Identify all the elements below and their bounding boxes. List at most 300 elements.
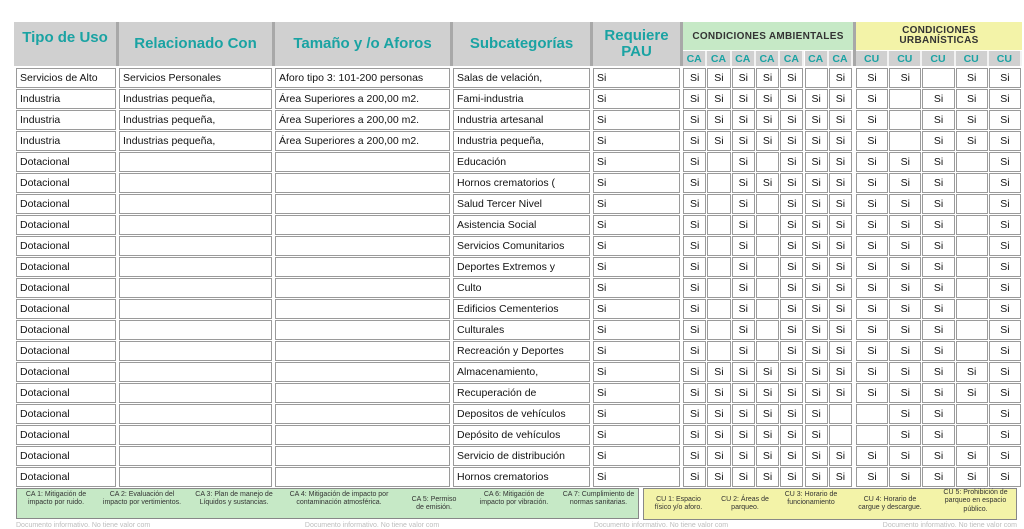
subheader-ca-7: CA xyxy=(829,51,853,66)
cell-ca-4 xyxy=(756,341,779,361)
cell-ca-5: Si xyxy=(780,362,803,382)
cell-cu-2: Si xyxy=(889,152,921,172)
cell-ca-7: Si xyxy=(829,278,852,298)
cell-cu-3: Si xyxy=(922,446,954,466)
legend-ca-line: CA 3: Plan de manejo de xyxy=(195,491,273,498)
legend-cu-line: funcionamiento xyxy=(787,499,835,507)
subheader-ca-1: CA xyxy=(683,51,707,66)
cell-ca-2: Si xyxy=(707,68,730,88)
cell-cu-2: Si xyxy=(889,194,921,214)
cell-cu-2: Si xyxy=(889,173,921,193)
watermark: Documento informativo. No tiene valor com xyxy=(882,521,1017,529)
cell-pau: Si xyxy=(593,152,680,172)
cell-subcategoria: Depósito de vehículos xyxy=(453,425,590,445)
cell-ca-5: Si xyxy=(780,236,803,256)
legend-cu-2 xyxy=(714,496,776,513)
legend-cu-line: CU 1: Espacio xyxy=(656,496,701,503)
cell-subcategoria: Depositos de vehículos xyxy=(453,404,590,424)
cell-ca-7: Si xyxy=(829,341,852,361)
cell-tamano xyxy=(275,236,450,256)
cell-ca-6: Si xyxy=(805,362,828,382)
cell-tipo: Dotacional xyxy=(16,467,116,487)
cell-ca-5: Si xyxy=(780,173,803,193)
legend-ca-4 xyxy=(280,491,398,508)
cell-tamano xyxy=(275,299,450,319)
cell-cu-3: Si xyxy=(922,362,954,382)
cell-ca-5: Si xyxy=(780,110,803,130)
cell-ca-4 xyxy=(756,299,779,319)
cell-pau: Si xyxy=(593,131,680,151)
cell-pau: Si xyxy=(593,341,680,361)
cell-ca-4: Si xyxy=(756,68,779,88)
cell-cu-4: Si xyxy=(956,131,988,151)
cell-cu-4: Si xyxy=(956,362,988,382)
cell-ca-4: Si xyxy=(756,131,779,151)
cell-subcategoria: Salas de velación, xyxy=(453,68,590,88)
cell-cu-3: Si xyxy=(922,383,954,403)
cell-ca-7: Si xyxy=(829,446,852,466)
cell-ca-4: Si xyxy=(756,383,779,403)
cell-cu-4 xyxy=(956,425,988,445)
cell-relacionado xyxy=(119,152,272,172)
cell-cu-1: Si xyxy=(856,299,888,319)
cell-ca-1: Si xyxy=(683,215,706,235)
cell-ca-6: Si xyxy=(805,236,828,256)
cell-ca-7: Si xyxy=(829,236,852,256)
legend-ca-3 xyxy=(190,491,278,508)
header-relacionado-con: Relacionado Con xyxy=(119,22,272,66)
cell-tipo: Dotacional xyxy=(16,320,116,340)
cell-subcategoria: Culto xyxy=(453,278,590,298)
cell-ca-4 xyxy=(756,236,779,256)
cell-tamano xyxy=(275,152,450,172)
watermark: Documento informativo. No tiene valor com xyxy=(304,521,440,529)
cell-cu-5: Si xyxy=(989,215,1021,235)
cell-cu-3: Si xyxy=(922,320,954,340)
cell-ca-1: Si xyxy=(683,173,706,193)
cell-ca-1: Si xyxy=(683,320,706,340)
watermark: Documento informativo. No tiene valor com xyxy=(16,521,151,529)
cell-ca-5: Si xyxy=(780,215,803,235)
subheader-ca-4: CA xyxy=(756,51,780,66)
cell-ca-5: Si xyxy=(780,446,803,466)
legend-ca-line: impacto por vibración. xyxy=(479,499,549,507)
cell-relacionado: Servicios Personales xyxy=(119,68,272,88)
legend-cu-line: público. xyxy=(963,505,988,513)
cell-ca-4: Si xyxy=(756,362,779,382)
cell-ca-5: Si xyxy=(780,299,803,319)
cell-cu-5: Si xyxy=(989,362,1021,382)
cell-tipo: Dotacional xyxy=(16,173,116,193)
header-condiciones-urbanisticas xyxy=(856,22,1022,50)
cell-ca-4: Si xyxy=(756,173,779,193)
cell-ca-6: Si xyxy=(805,383,828,403)
cell-ca-3: Si xyxy=(732,278,755,298)
cell-cu-4 xyxy=(956,341,988,361)
cell-cu-4 xyxy=(956,215,988,235)
cell-relacionado xyxy=(119,257,272,277)
cell-ca-6: Si xyxy=(805,89,828,109)
legend-ca-line: CA 7: Cumplimiento de xyxy=(562,491,635,498)
cell-tipo: Industria xyxy=(16,89,116,109)
cell-ca-2 xyxy=(707,215,730,235)
cell-pau: Si xyxy=(593,299,680,319)
legend-cu-line: CU 2: Áreas de xyxy=(721,496,769,503)
cell-cu-2 xyxy=(889,131,921,151)
cell-ca-1: Si xyxy=(683,68,706,88)
cell-pau: Si xyxy=(593,89,680,109)
cell-cu-3: Si xyxy=(922,299,954,319)
cell-subcategoria: Almacenamiento, xyxy=(453,362,590,382)
cell-cu-3: Si xyxy=(922,236,954,256)
cell-cu-3: Si xyxy=(922,404,954,424)
cell-relacionado xyxy=(119,194,272,214)
cell-cu-4 xyxy=(956,278,988,298)
cell-cu-2: Si xyxy=(889,404,921,424)
cell-ca-2: Si xyxy=(707,131,730,151)
cell-ca-2: Si xyxy=(707,446,730,466)
cell-ca-5: Si xyxy=(780,194,803,214)
cell-cu-1: Si xyxy=(856,257,888,277)
cell-tamano xyxy=(275,446,450,466)
subheader-cu-1: CU xyxy=(856,51,889,66)
cell-relacionado: Industrias pequeña, xyxy=(119,131,272,151)
watermark: Documento informativo. No tiene valor com xyxy=(593,521,729,529)
cell-cu-1 xyxy=(856,425,888,445)
cell-cu-2: Si xyxy=(889,215,921,235)
legend-cu-line: físico y/o aforo. xyxy=(654,504,703,512)
cell-ca-7 xyxy=(829,404,852,424)
cell-ca-4 xyxy=(756,257,779,277)
cell-ca-6: Si xyxy=(805,173,828,193)
cell-ca-4: Si xyxy=(756,425,779,445)
cell-ca-1: Si xyxy=(683,467,706,487)
cell-cu-1: Si xyxy=(856,110,888,130)
cell-ca-4: Si xyxy=(756,110,779,130)
cell-ca-2 xyxy=(707,257,730,277)
cell-cu-1: Si xyxy=(856,446,888,466)
cell-cu-1: Si xyxy=(856,173,888,193)
cell-tamano: Área Superiores a 200,00 m2. xyxy=(275,131,450,151)
cell-ca-3: Si xyxy=(732,194,755,214)
cell-cu-5: Si xyxy=(989,257,1021,277)
header-requiere-pau-line2: PAU xyxy=(621,43,652,60)
cell-cu-2: Si xyxy=(889,425,921,445)
cell-ca-5: Si xyxy=(780,341,803,361)
cell-tipo: Dotacional xyxy=(16,278,116,298)
cell-ca-7: Si xyxy=(829,362,852,382)
cell-pau: Si xyxy=(593,320,680,340)
cell-subcategoria: Servicio de distribución xyxy=(453,446,590,466)
legend-cu-4 xyxy=(846,496,934,513)
cell-ca-3: Si xyxy=(732,68,755,88)
cell-cu-5: Si xyxy=(989,152,1021,172)
cell-ca-4: Si xyxy=(756,446,779,466)
cell-tipo: Dotacional xyxy=(16,383,116,403)
cell-subcategoria: Edificios Cementerios xyxy=(453,299,590,319)
cell-ca-1: Si xyxy=(683,152,706,172)
cell-relacionado xyxy=(119,362,272,382)
cell-tipo: Dotacional xyxy=(16,194,116,214)
header-cu-line1: CONDICIONES xyxy=(902,24,976,36)
header-requiere-pau-line1: Requiere xyxy=(604,27,669,45)
cell-ca-1: Si xyxy=(683,446,706,466)
cell-tamano xyxy=(275,173,450,193)
cell-cu-5: Si xyxy=(989,131,1021,151)
cell-ca-5: Si xyxy=(780,278,803,298)
header-tipo-de-uso: Tipo de Uso xyxy=(14,22,116,66)
cell-ca-5: Si xyxy=(780,383,803,403)
cell-ca-2: Si xyxy=(707,467,730,487)
cell-relacionado xyxy=(119,278,272,298)
cell-ca-7: Si xyxy=(829,152,852,172)
cell-relacionado: Industrias pequeña, xyxy=(119,89,272,109)
cell-tipo: Dotacional xyxy=(16,341,116,361)
cell-ca-6: Si xyxy=(805,341,828,361)
cell-cu-3: Si xyxy=(922,278,954,298)
cell-ca-3: Si xyxy=(732,299,755,319)
cell-ca-7: Si xyxy=(829,467,852,487)
cell-ca-2: Si xyxy=(707,362,730,382)
cell-ca-2: Si xyxy=(707,89,730,109)
cell-cu-1 xyxy=(856,404,888,424)
legend-cu-5 xyxy=(936,489,1015,514)
cell-pau: Si xyxy=(593,383,680,403)
legend-cu-3 xyxy=(778,491,844,508)
header-requiere-pau xyxy=(593,22,680,66)
cell-cu-1: Si xyxy=(856,278,888,298)
cell-ca-2 xyxy=(707,278,730,298)
legend-ca-2 xyxy=(96,491,188,508)
cell-tipo: Dotacional xyxy=(16,446,116,466)
cell-ca-7: Si xyxy=(829,383,852,403)
cell-tamano xyxy=(275,194,450,214)
cell-ca-7: Si xyxy=(829,215,852,235)
cell-ca-3: Si xyxy=(732,236,755,256)
cell-ca-3: Si xyxy=(732,425,755,445)
header-tamano-aforos: Tamaño y /o Aforos xyxy=(275,22,450,66)
legend-ca-line: CA 1: Mitigación de xyxy=(25,491,87,498)
cell-cu-1: Si xyxy=(856,320,888,340)
cell-ca-3: Si xyxy=(732,320,755,340)
cell-cu-5: Si xyxy=(989,404,1021,424)
cell-cu-3: Si xyxy=(922,131,954,151)
cell-ca-7: Si xyxy=(829,194,852,214)
legend-ca-line: CA 4: Mitigación de impacto por xyxy=(289,491,389,498)
cell-cu-2 xyxy=(889,89,921,109)
cell-ca-6: Si xyxy=(805,110,828,130)
cell-cu-3: Si xyxy=(922,89,954,109)
cell-tipo: Servicios de Alto xyxy=(16,68,116,88)
cell-ca-1: Si xyxy=(683,236,706,256)
cell-subcategoria: Hornos crematorios ( xyxy=(453,173,590,193)
cell-tamano xyxy=(275,341,450,361)
cell-pau: Si xyxy=(593,194,680,214)
cell-cu-5: Si xyxy=(989,194,1021,214)
cell-relacionado: Industrias pequeña, xyxy=(119,110,272,130)
cell-cu-4 xyxy=(956,320,988,340)
subheader-ca-5: CA xyxy=(780,51,804,66)
cell-ca-4 xyxy=(756,194,779,214)
cell-tamano xyxy=(275,362,450,382)
cell-ca-1: Si xyxy=(683,362,706,382)
cell-cu-1: Si xyxy=(856,215,888,235)
cell-relacionado xyxy=(119,425,272,445)
legend-ca-line: Líquidos y sustancias. xyxy=(199,499,269,507)
legend-cu-line: cargue y descargue. xyxy=(858,504,922,512)
cell-ca-7 xyxy=(829,425,852,445)
cell-ca-3: Si xyxy=(732,404,755,424)
cell-ca-5: Si xyxy=(780,89,803,109)
cell-ca-1: Si xyxy=(683,299,706,319)
cell-pau: Si xyxy=(593,362,680,382)
cell-cu-4 xyxy=(956,236,988,256)
cell-cu-4 xyxy=(956,404,988,424)
cell-cu-5: Si xyxy=(989,320,1021,340)
header-cu-line2: URBANÍSTICAS xyxy=(899,35,979,46)
cell-ca-1: Si xyxy=(683,257,706,277)
cell-ca-6: Si xyxy=(805,215,828,235)
cell-ca-5: Si xyxy=(780,131,803,151)
cell-ca-3: Si xyxy=(732,341,755,361)
cell-ca-6: Si xyxy=(805,467,828,487)
cell-tamano xyxy=(275,320,450,340)
legend-ca-line: normas sanitarias. xyxy=(569,499,628,507)
cell-cu-5: Si xyxy=(989,383,1021,403)
cell-tamano xyxy=(275,404,450,424)
cell-pau: Si xyxy=(593,215,680,235)
cell-subcategoria: Salud Tercer Nivel xyxy=(453,194,590,214)
cell-ca-2 xyxy=(707,320,730,340)
cell-cu-3: Si xyxy=(922,194,954,214)
cell-ca-3: Si xyxy=(732,446,755,466)
cell-ca-3: Si xyxy=(732,467,755,487)
cell-ca-6: Si xyxy=(805,425,828,445)
cell-cu-3: Si xyxy=(922,152,954,172)
cell-ca-5: Si xyxy=(780,68,803,88)
cell-ca-1: Si xyxy=(683,383,706,403)
cell-tipo: Dotacional xyxy=(16,215,116,235)
cell-cu-4: Si xyxy=(956,68,988,88)
cell-tamano xyxy=(275,383,450,403)
cell-relacionado xyxy=(119,467,272,487)
cell-cu-2: Si xyxy=(889,299,921,319)
cell-pau: Si xyxy=(593,68,680,88)
cell-cu-2: Si xyxy=(889,68,921,88)
cell-relacionado xyxy=(119,173,272,193)
cell-subcategoria: Servicios Comunitarios xyxy=(453,236,590,256)
cell-ca-1: Si xyxy=(683,425,706,445)
cell-cu-1: Si xyxy=(856,152,888,172)
cell-ca-7: Si xyxy=(829,320,852,340)
watermark-strip xyxy=(16,521,1017,529)
cell-tamano: Aforo tipo 3: 101-200 personas xyxy=(275,68,450,88)
cell-cu-2: Si xyxy=(889,320,921,340)
cell-ca-4: Si xyxy=(756,467,779,487)
cell-subcategoria: Hornos crematorios xyxy=(453,467,590,487)
cell-ca-3: Si xyxy=(732,173,755,193)
cell-cu-3: Si xyxy=(922,110,954,130)
cell-tipo: Dotacional xyxy=(16,425,116,445)
subheader-ca-2: CA xyxy=(707,51,731,66)
cell-cu-4: Si xyxy=(956,383,988,403)
subheader-cu-2: CU xyxy=(889,51,922,66)
cell-cu-2: Si xyxy=(889,467,921,487)
cell-pau: Si xyxy=(593,446,680,466)
legend-ca-line: CA 2: Evaluación del xyxy=(109,491,175,498)
cell-ca-2 xyxy=(707,236,730,256)
cell-cu-4: Si xyxy=(956,89,988,109)
legend-cu-line: parqueo. xyxy=(731,504,759,512)
cell-pau: Si xyxy=(593,236,680,256)
cell-tipo: Dotacional xyxy=(16,257,116,277)
cell-tamano xyxy=(275,278,450,298)
cell-cu-5: Si xyxy=(989,299,1021,319)
cell-cu-4 xyxy=(956,173,988,193)
cell-cu-3: Si xyxy=(922,425,954,445)
cell-tipo: Industria xyxy=(16,131,116,151)
cell-cu-2 xyxy=(889,110,921,130)
cell-ca-7: Si xyxy=(829,299,852,319)
cell-cu-5: Si xyxy=(989,341,1021,361)
cell-cu-2: Si xyxy=(889,236,921,256)
legend-cu-line: CU 3: Horario de xyxy=(784,491,838,498)
cell-ca-6: Si xyxy=(805,446,828,466)
cell-ca-7: Si xyxy=(829,173,852,193)
cell-pau: Si xyxy=(593,425,680,445)
cell-ca-1: Si xyxy=(683,404,706,424)
cell-ca-2 xyxy=(707,194,730,214)
cell-ca-3: Si xyxy=(732,257,755,277)
cell-tipo: Dotacional xyxy=(16,236,116,256)
cell-ca-2 xyxy=(707,152,730,172)
cell-ca-3: Si xyxy=(732,362,755,382)
legend-ca-line: impacto por ruido. xyxy=(27,499,85,507)
cell-tamano xyxy=(275,425,450,445)
cell-ca-4 xyxy=(756,215,779,235)
legend-ca-line: contaminación atmosférica. xyxy=(296,499,382,507)
cell-pau: Si xyxy=(593,110,680,130)
cell-pau: Si xyxy=(593,404,680,424)
cell-relacionado xyxy=(119,215,272,235)
cell-ca-4 xyxy=(756,320,779,340)
cell-relacionado xyxy=(119,236,272,256)
cell-cu-5: Si xyxy=(989,173,1021,193)
subheader-cu-4: CU xyxy=(956,51,989,66)
cell-cu-5: Si xyxy=(989,446,1021,466)
legend-ca-line: impacto por vertimientos. xyxy=(102,499,182,507)
cell-subcategoria: Recreación y Deportes xyxy=(453,341,590,361)
cell-relacionado xyxy=(119,320,272,340)
legend-ca-6 xyxy=(470,491,558,508)
cell-ca-1: Si xyxy=(683,278,706,298)
cell-cu-4: Si xyxy=(956,446,988,466)
legend-ca-5 xyxy=(400,496,468,513)
cell-ca-1: Si xyxy=(683,194,706,214)
cell-cu-2: Si xyxy=(889,362,921,382)
cell-relacionado xyxy=(119,341,272,361)
cell-tipo: Dotacional xyxy=(16,152,116,172)
cell-ca-6: Si xyxy=(805,131,828,151)
cell-subcategoria: Industria artesanal xyxy=(453,110,590,130)
cell-subcategoria: Industria pequeña, xyxy=(453,131,590,151)
cell-cu-5: Si xyxy=(989,278,1021,298)
cell-pau: Si xyxy=(593,467,680,487)
cell-cu-1: Si xyxy=(856,131,888,151)
cell-cu-1: Si xyxy=(856,194,888,214)
cell-tipo: Dotacional xyxy=(16,299,116,319)
cell-cu-4 xyxy=(956,299,988,319)
